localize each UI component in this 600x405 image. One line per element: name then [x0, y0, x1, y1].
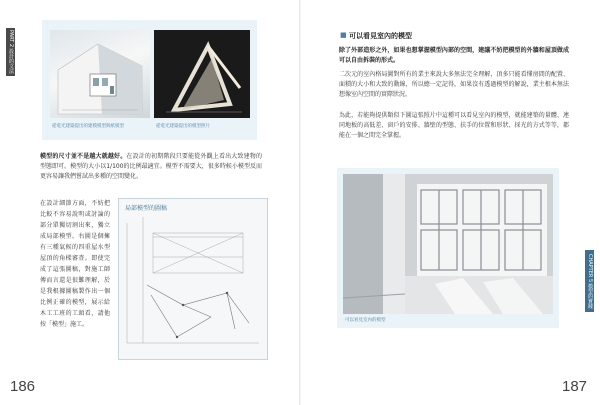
interior-photo-panel [337, 168, 559, 328]
right-bold-lead: 除了外部造形之外，如果也想掌握模型內部的空間，建議不妨把模型的外牆和屋頂做成可以自由拆裝的形式。 [339, 47, 569, 64]
frame-model-drawing [154, 30, 250, 118]
intro-bold: 模型的尺寸並不是越大就越好。 [40, 153, 127, 160]
right-paragraph-1 [339, 46, 569, 66]
right-page-number: 187 [562, 378, 588, 395]
right-paragraph-3: 為此，若能夠提供類似下圖這張照片中這種可以看見室內的模型，就能建築的量體、連同地板的高低差、窗戶的安排、牆壁的型態、扶手的位置和形狀、採光的方式等等，都能在一個之間完全掌握。 [339, 112, 569, 139]
side-paragraph: 在設計細節方面，不妨把比較不容易說明或討論的部分單獨切割出來，獨立成局部模型。右圖是個擁有三種氣候的四重屋水型屋頂的角樑審査。即使完成了這張圖稿，對施工師傅而言還是很難理解，於是我根據圖稿製作出一個比例正確的模型，展示給木工工班的工頭看，請他按「模型」施工。 [40, 200, 110, 328]
interior-photo-caption: 可以看見室內的模型 [345, 318, 386, 323]
page-gutter [299, 0, 301, 405]
intro-text: 在設計的初期階段只要能從外觀上看出大致建物的型態即可。模型的大小以1/100的比例最適宜。模型不需要大，很多時候小模型反而更容易讓我們嘗試出多種的空間變化。 [40, 153, 262, 180]
section-heading: 可以看見室內的模型 [349, 32, 412, 40]
left-page-number: 186 [10, 378, 36, 395]
right-paragraph-2: 二次元的室內格局圖對所有的業主來說大多無法完全理解，頂多只能看懂房間的配置、面積的大小和大致的動線，所以總一定記得，如果沒有透過模型的解說，業主根本無法想像室內空間的實際狀況。 [339, 71, 569, 98]
interior-model-photo [343, 174, 553, 314]
right-side-tab: CHAPTER 5 模型的實踐 [585, 250, 594, 312]
top-photo-panel [42, 20, 257, 140]
house-model-photo [50, 30, 150, 118]
diagram-title: 局部模型的圖稿 [125, 205, 168, 212]
partial-model-diagram [118, 198, 268, 360]
photo-caption-2: 從電光建築提出的模型照片 [156, 124, 210, 129]
house-model-drawing [50, 30, 150, 118]
photo-caption-1: 從電光建築提出的建模模型與紙模型 [52, 124, 124, 129]
frame-model-photo [154, 30, 250, 118]
square-icon: ■ [340, 31, 347, 39]
left-side-tab: PART 2 設計的文法 [6, 28, 15, 76]
interior-model-drawing [343, 174, 553, 314]
intro-paragraph [40, 152, 262, 182]
roof-drawing [123, 213, 263, 355]
